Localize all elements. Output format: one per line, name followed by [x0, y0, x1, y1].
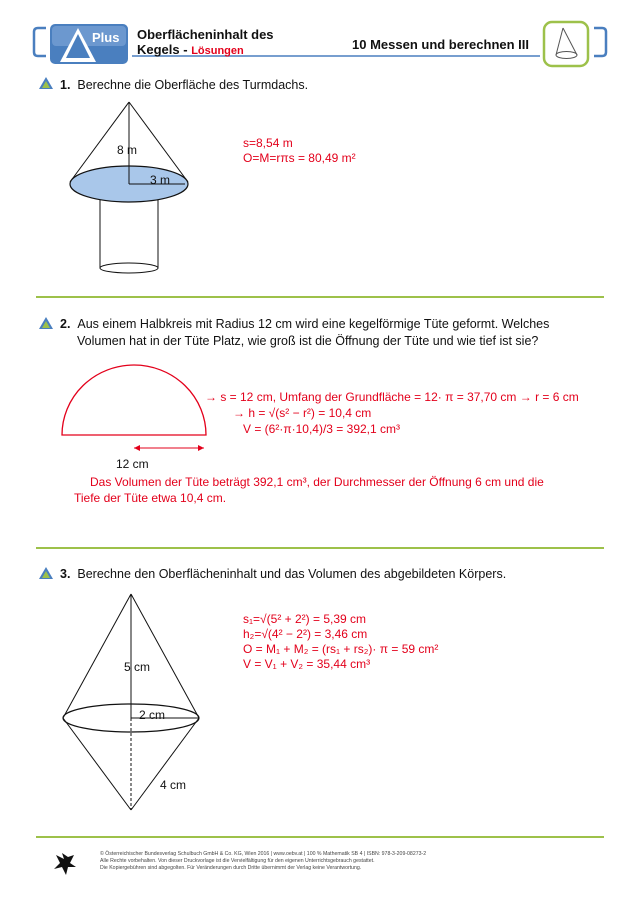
radius-label: 3 m — [150, 173, 171, 187]
task2-answer: Das Volumen der Tüte beträgt 392,1 cm³, der Durchmesser der Öffnung 6 cm und die Tiefe der Tüte etwa 10,4 cm. — [74, 475, 544, 505]
task1-solution: s=8,54 m O=M=rπs = 80,49 m² — [243, 136, 356, 165]
task3-prompt: 3. Berechne den Oberflächeninhalt und das Volumen des abgebildeten Körpers. — [60, 567, 507, 581]
section-divider — [36, 547, 604, 549]
upper-slant-label: 5 cm — [124, 660, 151, 674]
worksheet-title: Oberflächeninhalt des Kegels - Lösungen — [137, 27, 274, 57]
chapter-title: 10 Messen und berechnen III — [352, 37, 529, 52]
tower-roof-figure — [60, 100, 210, 280]
footer-copyright: © Österreichischer Bundesverlag Schulbuch GmbH & Co. KG, Wien 2016 | www.oebv.at | 100 % Mathematik SB 4 | ISBN: 978-3-209-08273-2 Alle Rechte vorbehalten. Von dieser Druckvorlage ist die Vervielfältigung für den eigenen Unterrichtsgebrauch gestattet. Die Kopiergebühren sind abgegolten. Für Veränderungen durch Dritte übernimmt der Verlag keine Verantwortung. — [100, 851, 427, 871]
radius-label: 2 cm — [139, 708, 166, 722]
radius-label: 12 cm — [116, 457, 149, 471]
triangle-bullet-icon — [38, 76, 54, 90]
semicircle-figure — [56, 360, 216, 455]
logo-text: Plus — [92, 30, 120, 45]
triangle-bullet-icon — [38, 316, 54, 330]
task2-solution: → s = 12 cm, Umfang der Grundfläche = 12· π = 37,70 cm → r = 6 cm → h = √(s² − r²) = 10,4 cm V = (6²·π·10,4)/3 = 392,1 cm³ — [205, 390, 579, 436]
solutions-label: Lösungen — [191, 45, 244, 57]
section-divider — [36, 836, 604, 838]
task2-prompt: 2. Aus einem Halbkreis mit Radius 12 cm wird eine kegelförmige Tüte geformt. Welches Volumen hat in der Tüte Platz, wie groß ist die Öffnung der Tüte und wie tief ist sie? — [60, 317, 550, 348]
task1-prompt: 1. Berechne die Oberfläche des Turmdachs. — [60, 78, 309, 92]
slant-height-label: 8 m — [117, 143, 138, 157]
publisher-logo-icon — [52, 851, 78, 877]
lower-slant-label: 4 cm — [160, 778, 187, 792]
section-divider — [36, 296, 604, 298]
task3-solution: s₁=√(5² + 2²) = 5,39 cm h₂=√(4² − 2²) = 3,46 cm O = M₁ + M₂ = (rs₁ + rs₂)· π = 59 cm² V = V₁ + V₂ = 35,44 cm³ — [243, 612, 439, 671]
triangle-bullet-icon — [38, 566, 54, 580]
